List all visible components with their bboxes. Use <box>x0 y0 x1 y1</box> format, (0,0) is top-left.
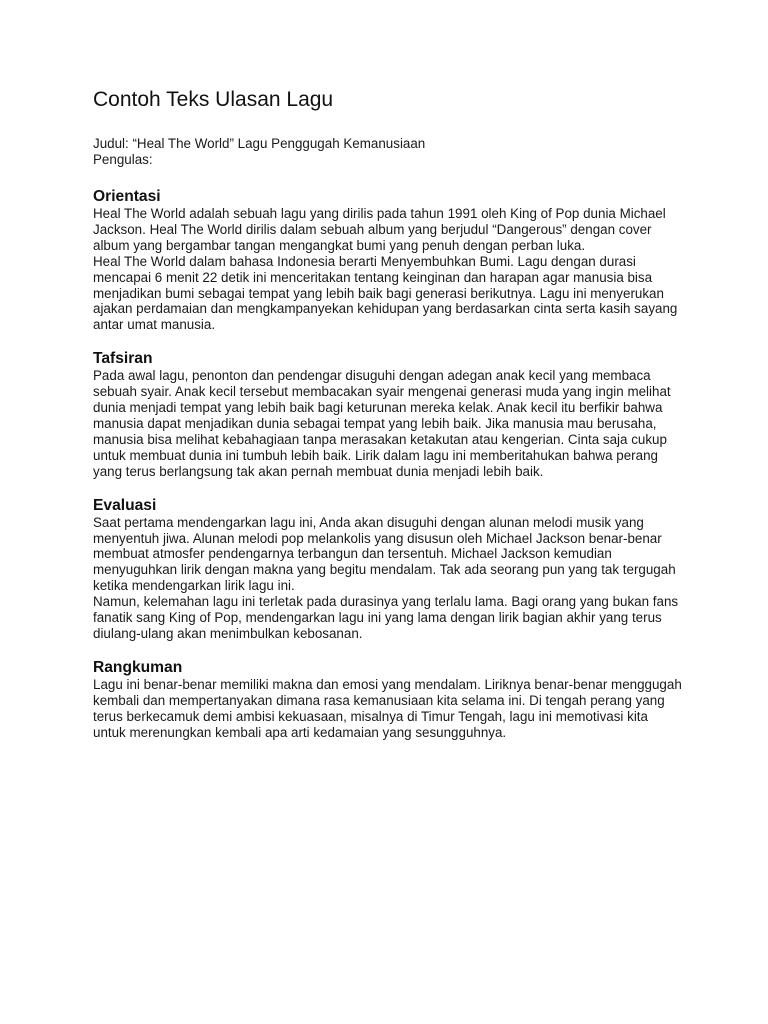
section-rangkuman <box>93 658 683 741</box>
section-evaluasi <box>93 496 683 642</box>
section-heading-evaluasi: Evaluasi <box>93 496 157 514</box>
orientasi-paragraph-1: Heal The World adalah sebuah lagu yang dirilis pada tahun 1991 oleh King of Pop dunia Michael Jackson. Heal The World dirilis dalam sebuah album yang berjudul “Dangerous” dengan cover album yang bergambar tangan mengangkat bumi yang penuh dengan perban luka. <box>93 206 666 253</box>
evaluasi-paragraph-2: Namun, kelemahan lagu ini terletak pada durasinya yang terlalu lama. Bagi orang yang bukan fans fanatik sang King of Pop, mendengarkan lagu ini yang lama dengan lirik bagian akhir yang terus diulang-ulang akan menimbulkan kebosanan. <box>93 594 679 641</box>
section-heading-orientasi: Orientasi <box>93 188 161 205</box>
section-heading-tafsiran: Tafsiran <box>93 350 153 368</box>
evaluasi-paragraph-1: Saat pertama mendengarkan lagu ini, Anda akan disuguhi dengan alunan melodi musik yang menyentuh jiwa. Alunan melodi pop melankolis yang disusun oleh Michael Jackson benar-benar membuat atmosfer pendengarnya terbangun dan tersentuh. Michael Jackson kemudian menyuguhkan lirik dengan makna yang begitu mendalam. Tak ada seorang pun yang tak tergugah ketika mendengarkan lirik lagu ini. <box>93 514 676 594</box>
section-orientasi <box>93 187 683 333</box>
document-page <box>93 86 683 740</box>
document-title: Contoh Teks Ulasan Lagu <box>93 88 334 111</box>
song-title-line: Judul: “Heal The World” Lagu Penggugah Kemanusiaan <box>93 136 426 151</box>
reviewer-line: Pengulas: <box>93 152 153 167</box>
orientasi-paragraph-2: Heal The World dalam bahasa Indonesia berarti Menyembuhkan Bumi. Lagu dengan durasi mencapai 6 menit 22 detik ini menceritakan tentang keinginan dan harapan agar manusia bisa menjadikan bumi sebagai tempat yang lebih baik bagi generasi berikutnya. Lagu ini menyerukan ajakan perdamaian dan mengkampanyekan kehidupan yang berdasarkan cinta serta kasih sayang antar umat manusia. <box>93 253 678 333</box>
document-meta <box>93 136 683 168</box>
section-heading-rangkuman: Rangkuman <box>93 658 183 676</box>
tafsiran-paragraph-1: Pada awal lagu, penonton dan pendengar disuguhi dengan adegan anak kecil yang membaca sebuah syair. Anak kecil tersebut membacakan syair mengenai generasi muda yang ingin melihat dunia menjadi tempat yang lebih baik bagi keturunan mereka kelak. Anak kecil itu berfikir bahwa manusia dapat menjadikan dunia sebagai tempat yang lebih baik. Jika manusia mau berusaha, manusia bisa melihat kebahagiaan tanpa merasakan ketakutan atau kengerian. Cinta saja cukup untuk membuat dunia ini tumbuh lebih baik. Lirik dalam lagu ini memberitahukan bahwa perang yang terus berlangsung tak akan pernah membuat dunia menjadi lebih baik. <box>93 368 671 479</box>
rangkuman-paragraph-1: Lagu ini benar-benar memiliki makna dan emosi yang mendalam. Liriknya benar-benar menggugah kembali dan mempertanyakan dimana rasa kemanusiaan kita selama ini. Di tengah perang yang terus berkecamuk demi ambisi kekuasaan, misalnya di Timur Tengah, lagu ini memotivasi kita untuk merenungkan kembali apa arti kedamaian yang sesungguhnya. <box>93 676 682 740</box>
section-tafsiran <box>93 349 683 479</box>
